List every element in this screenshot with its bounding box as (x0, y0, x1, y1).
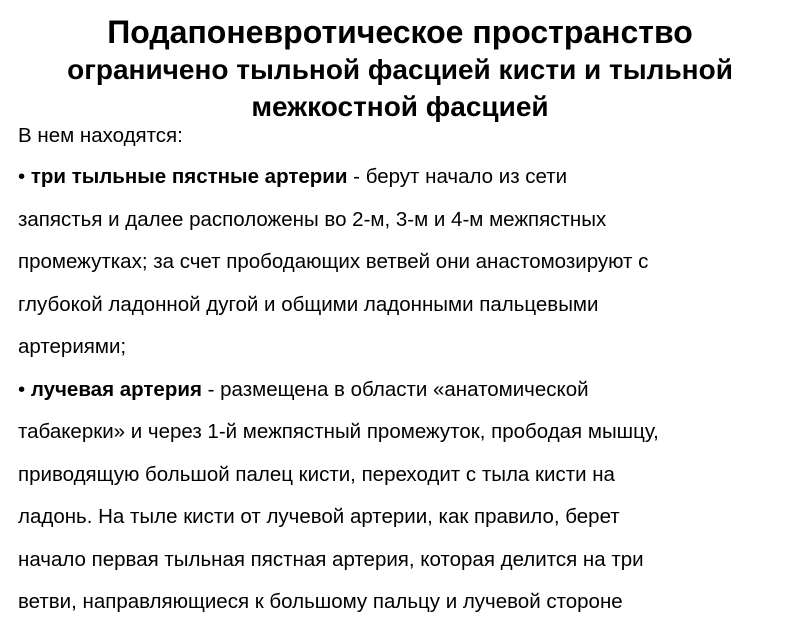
item1-line3: промежутках; за счет прободающих ветвей они анастомозируют с (18, 250, 649, 273)
title-line-3: межкостной фасцией (251, 91, 549, 122)
item1-line4: глубокой ладонной дугой и общими ладонными пальцевыми (18, 292, 599, 316)
term-dorsal-metacarpal-arteries: три тыльные пястные артерии (30, 165, 348, 188)
item2-line4: ладонь. На тыле кисти от лучевой артерии, как правило, берет (18, 505, 620, 528)
item1-line1-text: - берут начало из сети (347, 165, 568, 188)
bullet-marker: • (18, 377, 31, 401)
slide-title (0, 14, 800, 125)
item1-line5: артериями; (18, 335, 127, 358)
item2-line6: ветви, направляющиеся к большому пальцу и лучевой стороне (18, 590, 623, 613)
item1-line2: запястья и далее расположены во 2-м, 3-м и 4-м межпястных (18, 207, 607, 231)
title-line-1: Подапоневротическое пространство (107, 14, 693, 50)
bullet-item-dorsal-metacarpal-arteries (18, 156, 788, 199)
item2-line1-text: - размещена в области «анатомической (201, 377, 589, 401)
item2-line2: табакерки» и через 1-й межпястный промежуток, прободая мышцу, (18, 420, 659, 443)
intro-text: В нем находятся: (18, 124, 183, 147)
item2-line3: приводящую большой палец кисти, переходит с тыла кисти на (18, 462, 615, 486)
slide-body (18, 116, 788, 624)
title-line-2: ограничено тыльной фасцией кисти и тыльной (67, 54, 733, 85)
bullet-item-radial-artery (18, 369, 788, 412)
item2-line5: начало первая тыльная пястная артерия, которая делится на три (18, 547, 644, 571)
term-radial-artery: лучевая артерия (30, 377, 202, 401)
bullet-marker: • (18, 165, 31, 188)
